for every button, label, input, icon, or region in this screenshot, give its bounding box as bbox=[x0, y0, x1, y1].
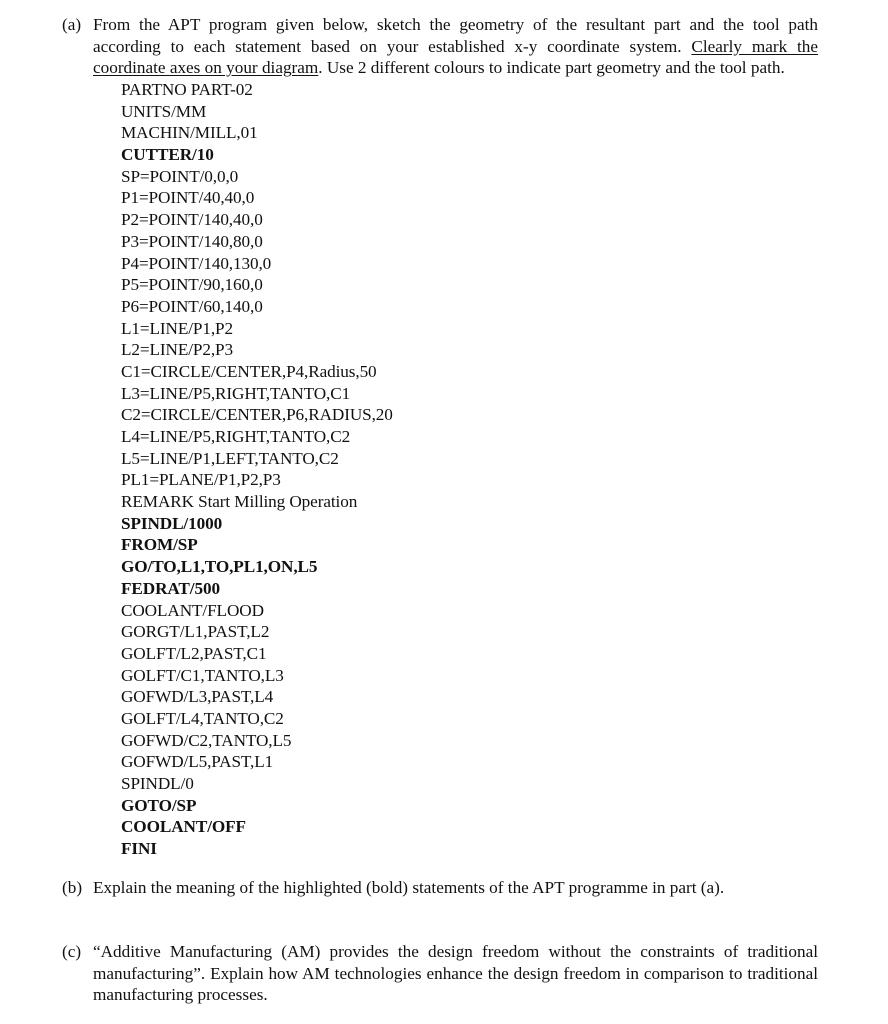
program-line: FEDRAT/500 bbox=[121, 578, 220, 598]
program-line: FINI bbox=[121, 839, 157, 859]
program-line: PL1=PLANE/P1,P2,P3 bbox=[121, 470, 281, 490]
program-line: MACHIN/MILL,01 bbox=[121, 123, 258, 143]
program-line: GOLFT/C1,TANTO,L3 bbox=[121, 665, 284, 685]
program-line: SPINDL/1000 bbox=[121, 513, 223, 533]
program-line: FROM/SP bbox=[121, 535, 198, 555]
question-a-underlined: Clearly mark the coordinate axes on your diagram bbox=[93, 36, 819, 78]
program-line: GO/TO,L1,TO,PL1,ON,L5 bbox=[121, 557, 318, 577]
question-b-label: (b) bbox=[62, 878, 83, 897]
program-line: L2=LINE/P2,P3 bbox=[121, 340, 233, 360]
program-line: P3=POINT/140,80,0 bbox=[121, 231, 263, 251]
program-line: COOLANT/OFF bbox=[121, 817, 246, 837]
program-line: P1=POINT/40,40,0 bbox=[121, 188, 255, 208]
program-line: GOFWD/L5,PAST,L1 bbox=[121, 752, 274, 772]
program-line: GORGT/L1,PAST,L2 bbox=[121, 622, 270, 642]
question-a bbox=[62, 14, 818, 79]
program-line: P6=POINT/60,140,0 bbox=[121, 296, 263, 316]
program-line: L5=LINE/P1,LEFT,TANTO,C2 bbox=[121, 448, 339, 468]
question-c-text: “Additive Manufacturing (AM) provides the design freedom without the constraints of traditional manufacturing”. Explain how AM technologies enhance the design freedom in comparison to traditional manufacturing processes. bbox=[93, 942, 818, 1005]
program-line: P5=POINT/90,160,0 bbox=[121, 275, 263, 295]
program-line: SPINDL/0 bbox=[121, 774, 194, 793]
program-line: L1=LINE/P1,P2 bbox=[121, 318, 233, 338]
question-a-outro: . Use 2 different colours to indicate part geometry and the tool path. bbox=[318, 58, 785, 78]
program-line: L4=LINE/P5,RIGHT,TANTO,C2 bbox=[121, 427, 351, 446]
question-c bbox=[62, 941, 818, 1006]
program-line: P4=POINT/140,130,0 bbox=[121, 253, 272, 273]
program-line: C2=CIRCLE/CENTER,P6,RADIUS,20 bbox=[121, 405, 393, 425]
apt-program-listing bbox=[121, 79, 393, 860]
program-line: GOLFT/L2,PAST,C1 bbox=[121, 643, 267, 663]
question-a-intro: From the APT program given below, sketch the geometry of the resultant part and the tool path according to each statement based on your established x-y coordinate system. bbox=[93, 15, 818, 56]
question-b-text: Explain the meaning of the highlighted (bold) statements of the APT programme in part (a). bbox=[93, 878, 725, 897]
program-line: PARTNO PART-02 bbox=[121, 80, 253, 99]
question-a-label: (a) bbox=[62, 15, 82, 34]
program-line: GOFWD/L3,PAST,L4 bbox=[121, 687, 274, 707]
program-line: GOLFT/L4,TANTO,C2 bbox=[121, 708, 284, 728]
program-line: GOFWD/C2,TANTO,L5 bbox=[121, 730, 292, 750]
program-line: SP=POINT/0,0,0 bbox=[121, 166, 239, 186]
question-b bbox=[62, 877, 818, 899]
program-line: GOTO/SP bbox=[121, 795, 197, 815]
program-line: UNITS/MM bbox=[121, 101, 207, 121]
program-line: COOLANT/FLOOD bbox=[121, 600, 264, 620]
program-line: P2=POINT/140,40,0 bbox=[121, 210, 263, 230]
program-line: C1=CIRCLE/CENTER,P4,Radius,50 bbox=[121, 361, 377, 381]
program-line: L3=LINE/P5,RIGHT,TANTO,C1 bbox=[121, 383, 351, 403]
program-line: REMARK Start Milling Operation bbox=[121, 492, 358, 512]
program-line: CUTTER/10 bbox=[121, 145, 214, 165]
question-c-label: (c) bbox=[62, 942, 82, 961]
question-a-text bbox=[93, 14, 818, 79]
